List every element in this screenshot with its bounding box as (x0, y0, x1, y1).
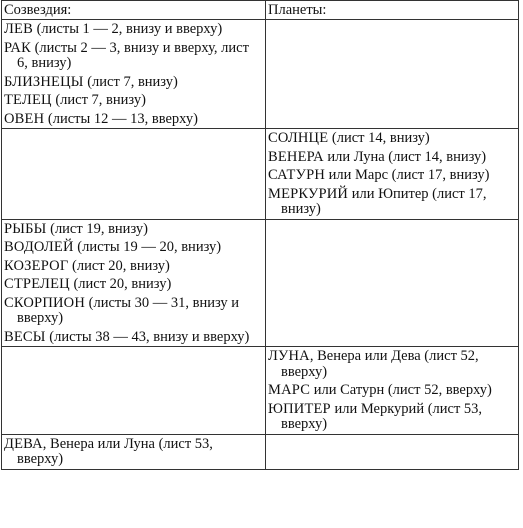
table-body (2, 20, 519, 470)
table-row (2, 219, 519, 347)
constellation-entry (4, 240, 262, 256)
constellation-name: РАК (4, 39, 31, 56)
constellation-entry (4, 93, 262, 109)
entry-detail: (листы 19 — 20, внизу) (73, 239, 222, 255)
entry-detail: , Венера или Дева (лист 52, вверху) (281, 348, 479, 380)
constellation-name: СКОРПИОН (4, 294, 86, 311)
constellations-cell (2, 434, 266, 469)
constellations-column-header: Созвездия: (2, 1, 266, 20)
constellation-name: ДЕВА (4, 435, 43, 452)
constellation-entry (4, 296, 262, 327)
table-row (2, 347, 519, 435)
constellation-entry (4, 112, 262, 128)
constellation-entry (4, 41, 262, 72)
planet-name: СОЛНЦЕ (268, 130, 329, 146)
entry-detail: (лист 19, внизу) (46, 220, 148, 237)
table-row (2, 434, 519, 469)
constellations-planets-table (1, 0, 519, 470)
entry-detail: (лист 20, внизу) (69, 276, 172, 292)
constellation-name: РЫБЫ (4, 220, 47, 237)
constellation-entry (4, 22, 262, 38)
constellation-name: КОЗЕРОГ (4, 257, 69, 274)
entry-detail: (лист 7, внизу) (83, 73, 178, 90)
entry-detail: (листы 12 — 13, вверху) (44, 110, 198, 127)
entry-detail: (листы 38 — 43, внизу и вверху) (45, 328, 250, 345)
constellations-cell (2, 20, 266, 129)
constellation-entry (4, 437, 262, 468)
planets-cell (266, 129, 519, 220)
entry-detail: (лист 14, внизу) (328, 130, 430, 146)
entry-detail: или Луна (лист 14, внизу) (323, 148, 487, 165)
planet-name: ЮПИТЕР (268, 400, 331, 417)
entry-detail: или Меркурий (лист 53, вверху) (281, 400, 483, 432)
planets-column-header: Планеты: (266, 1, 519, 20)
planet-entry (268, 402, 515, 433)
entry-detail: (листы 1 — 2, внизу и вверху) (32, 21, 223, 37)
entry-detail: (листы 2 — 3, внизу и вверху, лист 6, внизу) (17, 39, 249, 71)
table-row (2, 20, 519, 129)
table-row (2, 129, 519, 220)
planet-entry (268, 168, 515, 184)
constellation-entry (4, 259, 262, 275)
entry-detail: или Юпитер (лист 17, внизу) (281, 185, 487, 217)
planet-name: ЛУНА (268, 348, 310, 364)
constellation-name: ВОДОЛЕЙ (4, 239, 74, 255)
entry-detail: (лист 20, внизу) (68, 257, 170, 274)
constellations-cell (2, 219, 266, 347)
table-header-row (2, 1, 519, 20)
planet-entry (268, 383, 515, 399)
constellation-name: СТРЕЛЕЦ (4, 276, 70, 292)
planet-name: ВЕНЕРА (268, 148, 324, 165)
entry-detail: или Марс (лист 17, внизу) (325, 167, 490, 183)
constellation-entry (4, 330, 262, 346)
constellation-entry (4, 75, 262, 91)
constellation-name: ЛЕВ (4, 21, 33, 37)
constellation-name: БЛИЗНЕЦЫ (4, 73, 84, 90)
entry-detail: или Сатурн (лист 52, вверху) (310, 382, 492, 398)
planets-cell (266, 434, 519, 469)
constellation-name: ТЕЛЕЦ (4, 92, 52, 108)
planets-cell (266, 20, 519, 129)
planets-cell (266, 347, 519, 435)
constellation-name: ВЕСЫ (4, 328, 46, 345)
planets-cell (266, 219, 519, 347)
planet-name: МЕРКУРИЙ (268, 185, 349, 202)
constellation-entry (4, 277, 262, 293)
planet-name: САТУРН (268, 167, 326, 183)
planet-entry (268, 150, 515, 166)
constellations-cell (2, 347, 266, 435)
entry-detail: (лист 7, внизу) (51, 92, 146, 108)
planet-entry (268, 349, 515, 380)
planet-name: МАРС (268, 382, 311, 398)
constellation-entry (4, 222, 262, 238)
planet-entry (268, 187, 515, 218)
entry-detail: , Венера или Луна (лист 53, вверху) (17, 435, 213, 467)
constellations-cell (2, 129, 266, 220)
constellation-name: ОВЕН (4, 110, 45, 127)
planet-entry (268, 131, 515, 147)
entry-detail: (листы 30 — 31, внизу и вверху) (17, 294, 240, 326)
